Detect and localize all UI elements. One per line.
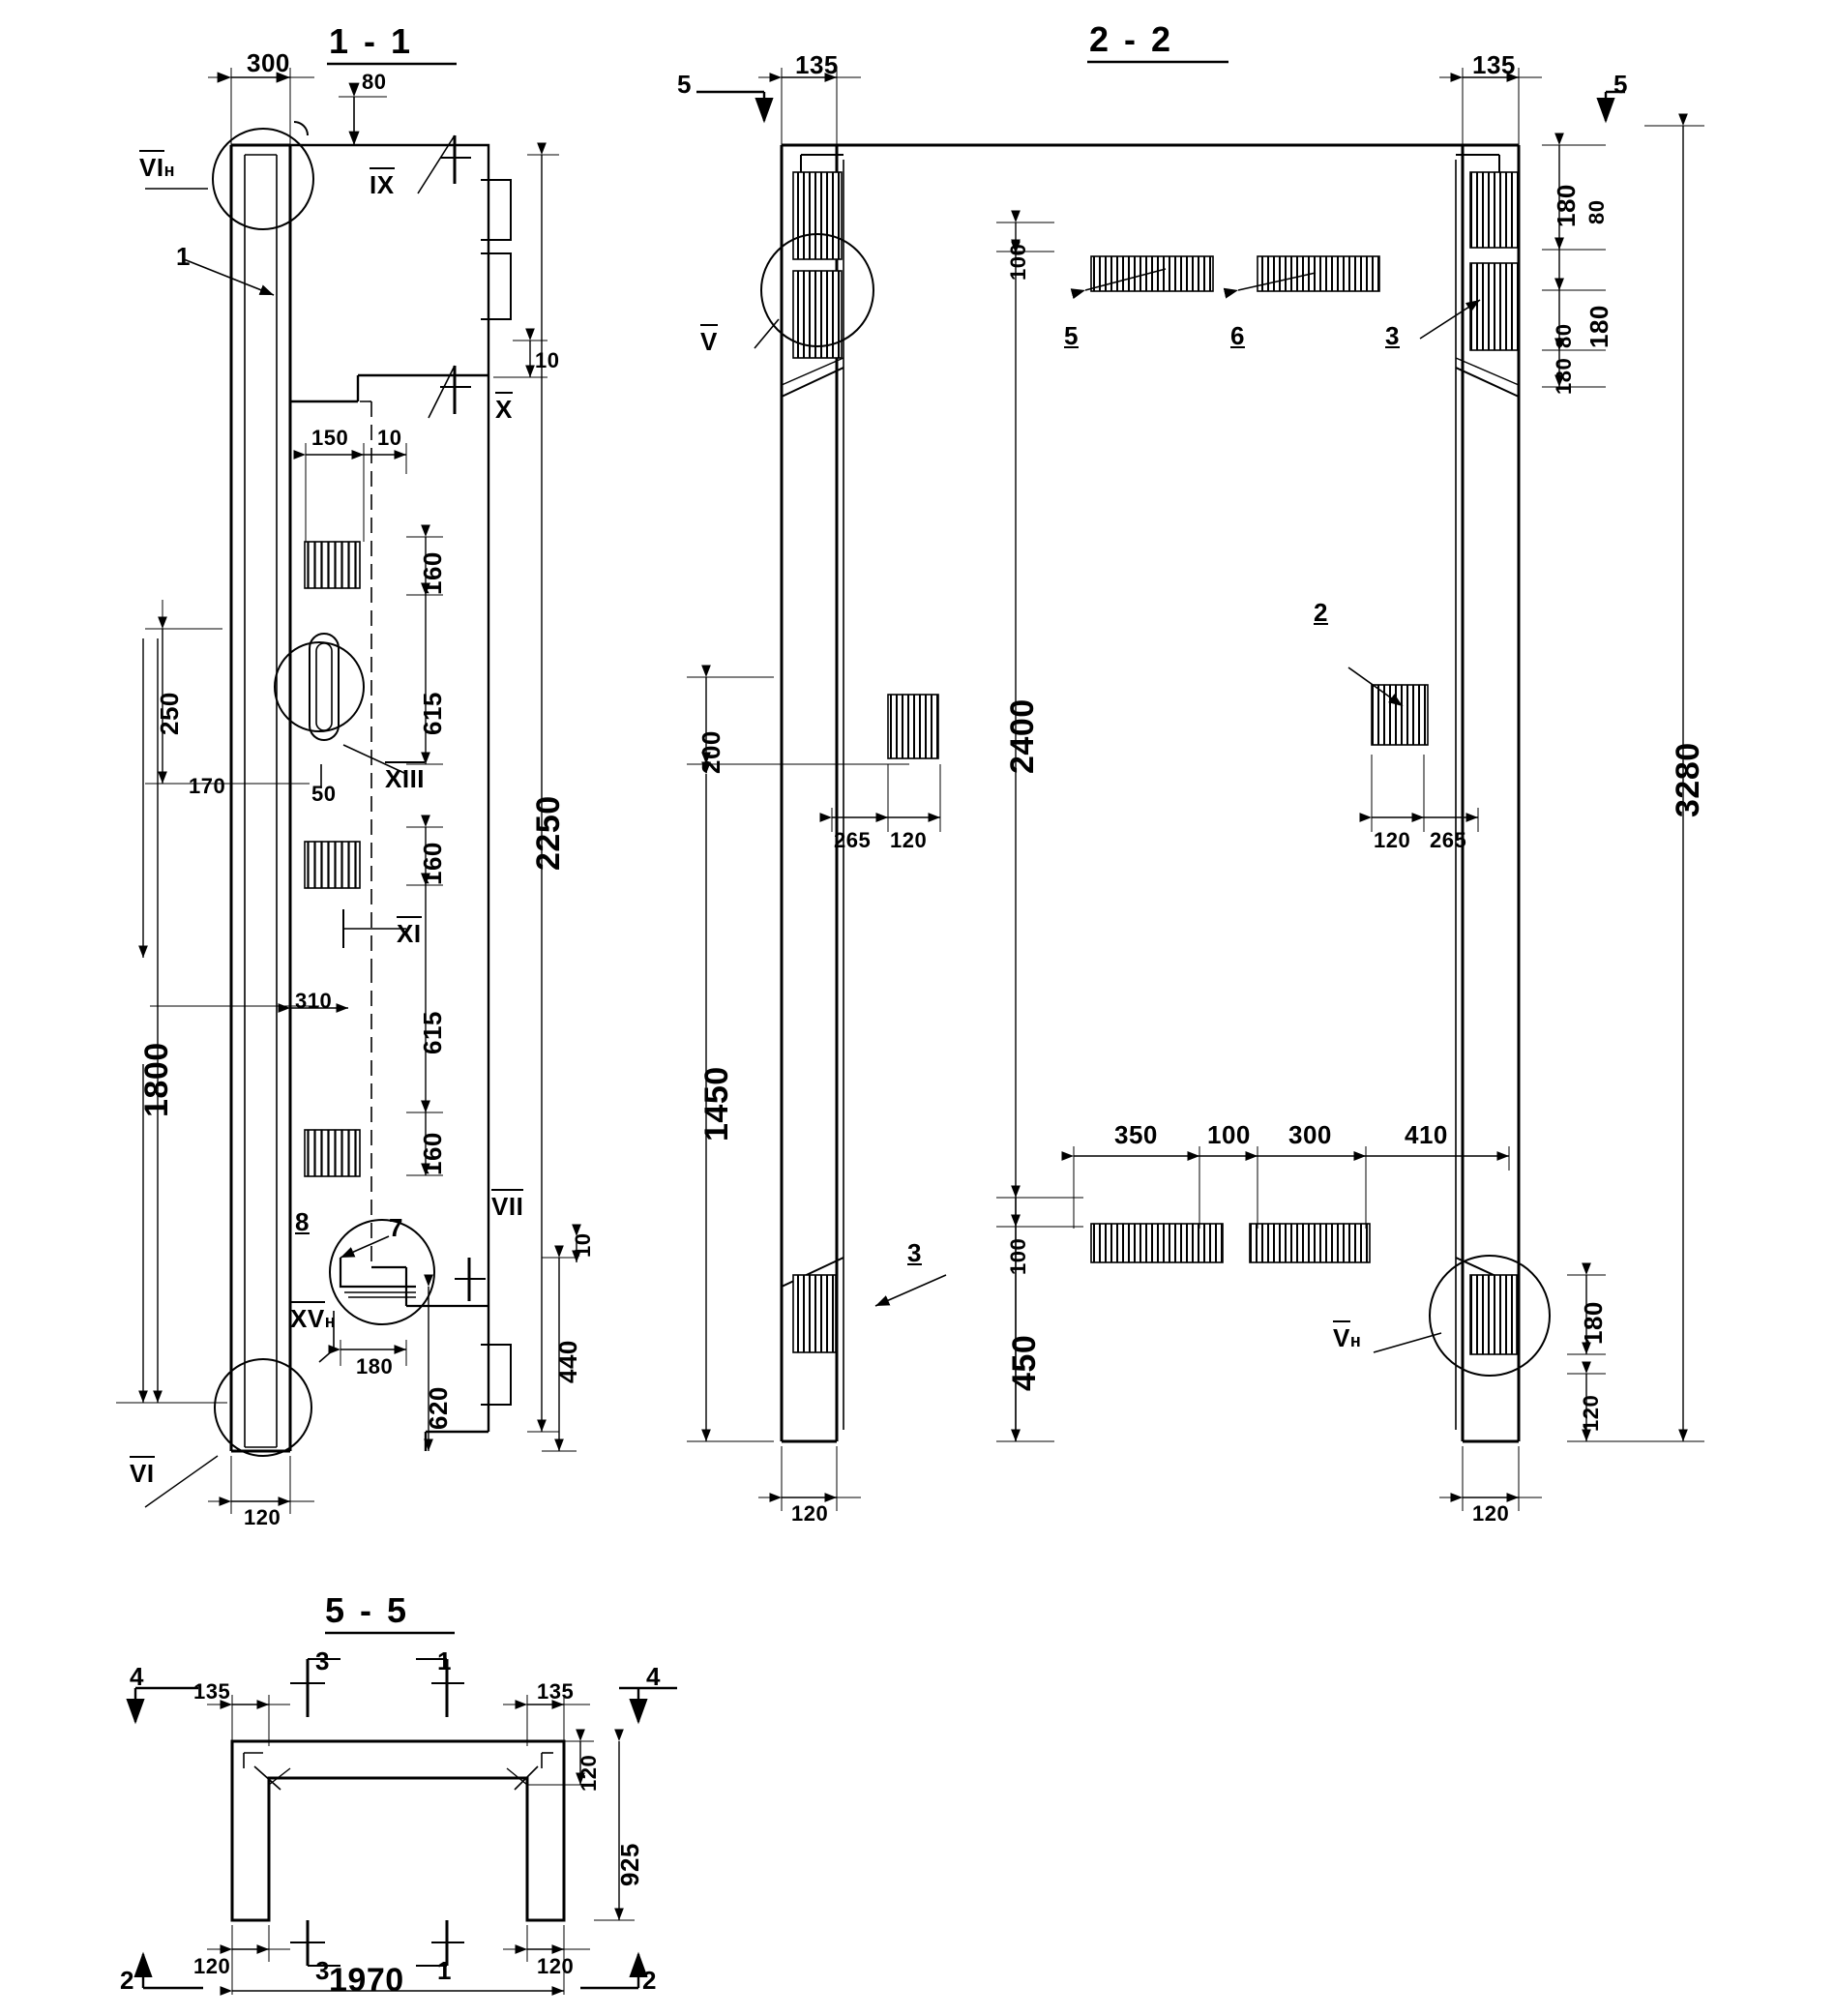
detail-ref-v [700, 327, 718, 357]
detail-ref-v-n-text: V [1333, 1320, 1350, 1352]
dim-180-br: 180 [1579, 1301, 1608, 1345]
section-mark-3-top: 3 [315, 1646, 330, 1675]
dim-135-5-left: 135 [193, 1679, 231, 1704]
dim-80: 80 [362, 70, 387, 94]
dim-300: 300 [247, 48, 290, 77]
section-mark-4-right: 4 [646, 1662, 661, 1691]
section-mark-5-left: 5 [677, 70, 692, 99]
detail-ref-xv-n [290, 1304, 336, 1334]
dim-10-bottom: 10 [571, 1232, 595, 1258]
dim-350: 350 [1114, 1120, 1158, 1149]
dim-135-left: 135 [795, 50, 839, 79]
dim-615-a: 615 [418, 692, 447, 735]
detail-ref-xv-n-text: XV [290, 1301, 325, 1333]
dim-180: 180 [356, 1354, 394, 1379]
dim-925: 925 [615, 1843, 644, 1886]
callout-7: 7 [389, 1213, 403, 1242]
dim-170: 170 [189, 774, 226, 798]
detail-ref-vi-text: VI [130, 1456, 155, 1488]
dim-160-b: 160 [418, 842, 447, 885]
dim-120-right: 120 [1374, 828, 1411, 852]
detail-ref-xi-text: XI [397, 916, 422, 948]
dim-10-x: 10 [535, 348, 560, 372]
dim-3280: 3280 [1670, 742, 1706, 817]
dim-300-chain: 300 [1288, 1120, 1332, 1149]
dim-265-right: 265 [1430, 828, 1467, 852]
dim-265-left: 265 [834, 828, 872, 852]
section-mark-4-left: 4 [130, 1662, 144, 1691]
detail-ref-v-text: V [700, 324, 718, 356]
section-mark-5-right: 5 [1613, 70, 1628, 99]
callout-8: 8 [295, 1207, 310, 1236]
section-mark-1-bottom: 1 [437, 1956, 452, 1985]
detail-ref-v-n-suffix: н [1349, 1331, 1362, 1350]
dim-120-left: 120 [890, 828, 928, 852]
detail-ref-vii-text: VII [491, 1189, 523, 1221]
detail-ref-xiii [385, 764, 425, 794]
dim-120-5-br: 120 [537, 1954, 575, 1978]
dim-250: 250 [155, 692, 184, 735]
dim-180-r1: 180 [1552, 184, 1581, 227]
detail-ref-vi-n-suffix: н [163, 161, 175, 180]
section-mark-1-top: 1 [437, 1646, 452, 1675]
dim-310: 310 [295, 989, 333, 1013]
dim-1970: 1970 [329, 1962, 404, 1999]
section-mark-3-bottom: 3 [315, 1956, 330, 1985]
dim-440: 440 [553, 1340, 582, 1383]
detail-ref-vii [491, 1192, 523, 1222]
view-1-1-title: 1 - 1 [329, 21, 414, 61]
section-mark-2-right: 2 [642, 1966, 657, 1995]
dim-120-br: 120 [1579, 1394, 1603, 1432]
view-2-2-title: 2 - 2 [1089, 19, 1174, 59]
callout-3-bottom: 3 [907, 1238, 922, 1267]
dim-200: 200 [696, 730, 725, 774]
detail-ref-ix-text: IX [370, 167, 395, 199]
detail-ref-v-n [1333, 1323, 1361, 1353]
dim-135-right: 135 [1472, 50, 1516, 79]
detail-ref-xi [397, 919, 422, 949]
callout-5: 5 [1064, 321, 1079, 350]
dim-160-a: 160 [418, 551, 447, 595]
dim-120-br-width: 120 [1472, 1501, 1510, 1526]
detail-ref-vi [130, 1459, 155, 1489]
dim-80-r1: 80 [1584, 199, 1609, 224]
detail-ref-vi-n-text: VI [139, 150, 164, 182]
dim-120-bl-width: 120 [791, 1501, 829, 1526]
dim-410: 410 [1405, 1120, 1448, 1149]
dim-120-5-bl: 120 [193, 1954, 231, 1978]
dim-120-bottom: 120 [244, 1505, 281, 1529]
dim-160-c: 160 [418, 1132, 447, 1175]
detail-ref-vi-n [139, 153, 175, 183]
detail-ref-x [495, 395, 513, 425]
callout-1: 1 [176, 242, 191, 271]
dim-1450: 1450 [698, 1066, 735, 1141]
section-mark-2-left: 2 [120, 1966, 134, 1995]
detail-ref-x-text: X [495, 392, 513, 424]
dim-615-b: 615 [418, 1011, 447, 1054]
dim-80-r2: 80 [1552, 323, 1576, 348]
detail-ref-xiii-text: XIII [385, 761, 425, 793]
callout-6: 6 [1230, 321, 1245, 350]
dim-620: 620 [424, 1386, 453, 1430]
dim-100-bottom: 100 [1006, 1237, 1030, 1275]
dim-10-inner: 10 [377, 426, 402, 450]
dim-1800: 1800 [138, 1042, 175, 1117]
dim-2400: 2400 [1004, 698, 1041, 774]
dim-180-r2: 180 [1584, 305, 1613, 348]
callout-3-top: 3 [1385, 321, 1400, 350]
callout-2: 2 [1314, 598, 1328, 627]
dim-2250: 2250 [530, 795, 567, 871]
dim-180-r3: 180 [1552, 357, 1576, 395]
dim-50: 50 [311, 782, 337, 806]
detail-ref-xv-n-suffix: н [324, 1312, 337, 1331]
dim-100-top: 100 [1006, 243, 1030, 281]
dim-150: 150 [311, 426, 349, 450]
view-5-5-title: 5 - 5 [325, 1590, 410, 1630]
dim-120-5-inner: 120 [577, 1754, 601, 1792]
detail-ref-ix [370, 170, 395, 200]
dim-100-chain: 100 [1207, 1120, 1251, 1149]
dim-450: 450 [1006, 1334, 1043, 1391]
dim-135-5-right: 135 [537, 1679, 575, 1704]
